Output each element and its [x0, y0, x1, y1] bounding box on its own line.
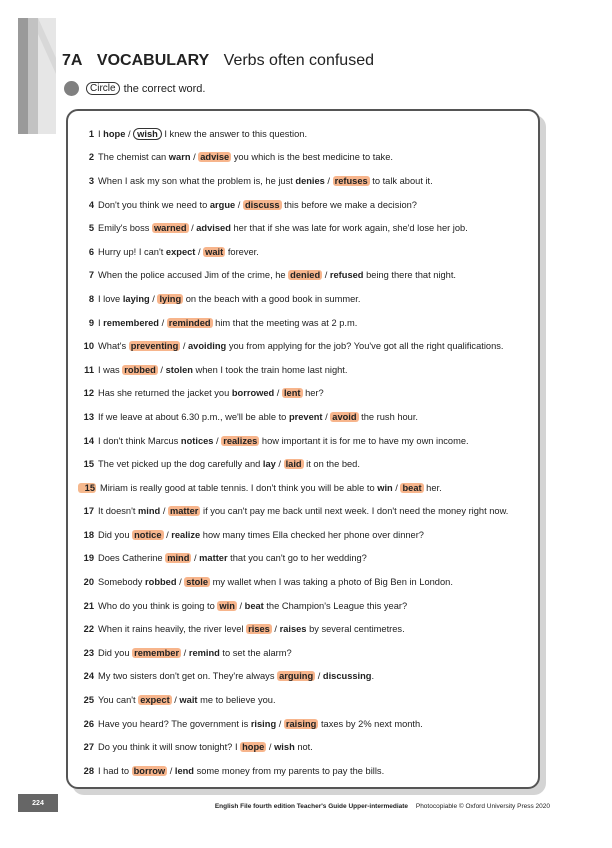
- item-number: 26: [83, 718, 94, 729]
- option-word: win: [377, 482, 393, 493]
- item-number: 11: [84, 364, 94, 375]
- option-word: realize: [171, 529, 201, 540]
- exercise-item: [78, 146, 534, 170]
- option-word: remind: [188, 647, 220, 658]
- footer-copyright: Photocopiable © Oxford University Press 2020: [415, 803, 550, 810]
- answer-highlight: matter: [170, 506, 199, 517]
- item-number: 19: [83, 553, 94, 564]
- answer-highlight: robbed: [124, 364, 156, 375]
- option-word: discussing: [322, 671, 372, 682]
- exercise-item: [78, 500, 534, 524]
- section-subtitle: Verbs often confused: [223, 52, 374, 69]
- item-number: 9: [88, 317, 94, 328]
- exercise-item: [78, 334, 534, 358]
- item-number: 8: [88, 293, 94, 304]
- item-number: 18: [83, 529, 94, 540]
- item-sentence: It doesn't mind / matter if you can't pay me back until next week. I don't need the money right now.: [98, 506, 509, 517]
- item-number: 12: [83, 388, 94, 399]
- answer-circled: wish: [133, 128, 162, 140]
- item-number: 17: [83, 506, 94, 517]
- answer-highlight: mind: [167, 553, 190, 564]
- item-sentence: What's preventing / avoiding you from applying for the job? You've got all the right qualifications.: [98, 341, 504, 352]
- option-word: lend: [174, 765, 194, 776]
- footer-book-title: English File fourth edition Teacher's Guide Upper-intermediate: [214, 803, 409, 810]
- item-sentence: When the police accused Jim of the crime, he denied / refused being there that night.: [98, 270, 457, 281]
- answer-highlight: reminded: [168, 317, 211, 328]
- item-number: 4: [88, 199, 94, 210]
- bullet-icon: [64, 81, 79, 96]
- item-number: 15: [83, 459, 94, 470]
- exercise-item: [78, 429, 534, 453]
- item-sentence: Have you heard? The government is rising / raising taxes by 2% next month.: [98, 718, 423, 729]
- answer-highlight: remember: [134, 647, 180, 658]
- exercise-item: [78, 665, 534, 689]
- item-number: 20: [83, 577, 94, 588]
- item-sentence: Do you think it will snow tonight? I hope / wish not.: [98, 742, 313, 753]
- option-word: expect: [165, 246, 196, 257]
- option-word: warn: [168, 152, 191, 163]
- item-sentence: My two sisters don't get on. They're always arguing / discussing.: [98, 671, 375, 682]
- item-number: 22: [83, 624, 94, 635]
- answer-highlight: expect: [140, 695, 170, 706]
- item-sentence: Has she returned the jacket you borrowed / lent her?: [98, 388, 324, 399]
- option-word: denies: [295, 175, 325, 186]
- option-word: laying: [122, 293, 150, 304]
- answer-highlight: borrow: [133, 765, 166, 776]
- item-sentence: You can't expect / wait me to believe you.: [98, 695, 276, 706]
- answer-highlight: win: [219, 600, 235, 611]
- option-word: notices: [180, 435, 214, 446]
- option-word: rising: [250, 718, 277, 729]
- instruction-circled-word: Circle: [86, 82, 120, 95]
- exercise-item: [78, 169, 534, 193]
- answer-highlight: avoid: [332, 411, 357, 422]
- item-sentence: I had to borrow / lend some money from my parents to pay the bills.: [98, 765, 385, 776]
- exercise-item: [78, 547, 534, 571]
- item-sentence: When I ask my son what the problem is, he just denies / refuses to talk about it.: [98, 175, 433, 186]
- answer-highlight: preventing: [130, 341, 179, 352]
- exercise-item: [78, 570, 534, 594]
- page-number: 224: [18, 794, 58, 812]
- exercise-item: [78, 735, 534, 759]
- option-word: refused: [329, 270, 364, 281]
- option-word: lay: [262, 459, 276, 470]
- exercise-item: [78, 712, 534, 736]
- answer-highlight: lying: [159, 293, 182, 304]
- item-number: 5: [88, 223, 94, 234]
- item-sentence: Did you notice / realize how many times Ella checked her phone over dinner?: [98, 529, 424, 540]
- answer-highlight: notice: [134, 529, 162, 540]
- answer-highlight: raising: [285, 718, 317, 729]
- exercise-item: [78, 523, 534, 547]
- item-number: 10: [83, 341, 94, 352]
- exercise-item: [78, 287, 534, 311]
- answer-highlight: denied: [290, 270, 321, 281]
- item-number: 21: [83, 600, 94, 611]
- exercise-item: [78, 193, 534, 217]
- option-word: argue: [209, 199, 236, 210]
- exercise-list: [78, 122, 534, 783]
- option-word: raises: [279, 624, 307, 635]
- option-word: avoiding: [188, 341, 227, 352]
- exercise-item: [78, 594, 534, 618]
- item-number: 25: [83, 695, 94, 706]
- item-sentence: I remembered / reminded him that the meeting was at 2 p.m.: [98, 317, 358, 328]
- answer-highlight: discuss: [244, 199, 280, 210]
- item-number: 6: [88, 246, 94, 257]
- exercise-item: [78, 617, 534, 641]
- exercise-item: [78, 122, 534, 146]
- exercise-item: [78, 405, 534, 429]
- item-number: 7: [88, 270, 94, 281]
- answer-highlight: rises: [248, 624, 270, 635]
- decorative-stripes: [18, 18, 56, 134]
- item-number: 3: [88, 175, 94, 186]
- item-sentence: Don't you think we need to argue / discuss this before we make a decision?: [98, 199, 417, 210]
- answer-highlight: hope: [242, 742, 265, 753]
- answer-highlight: lent: [283, 388, 301, 399]
- item-sentence: If we leave at about 6.30 p.m., we'll be able to prevent / avoid the rush hour.: [98, 411, 419, 422]
- item-number: 2: [88, 152, 94, 163]
- answer-highlight: laid: [285, 459, 302, 470]
- item-sentence: Who do you think is going to win / beat the Champion's League this year?: [98, 600, 408, 611]
- exercise-item: [78, 382, 534, 406]
- exercise-item: [78, 641, 534, 665]
- answer-highlight: arguing: [279, 671, 314, 682]
- answer-highlight: advise: [200, 152, 230, 163]
- option-word: matter: [199, 553, 228, 564]
- item-sentence: Did you remember / remind to set the alarm?: [98, 647, 292, 658]
- item-number: 27: [83, 742, 94, 753]
- item-sentence: Does Catherine mind / matter that you can't go to her wedding?: [98, 553, 367, 564]
- section-code: 7A: [62, 52, 83, 69]
- option-word: wait: [179, 695, 198, 706]
- item-sentence: When it rains heavily, the river level rises / raises by several centimetres.: [98, 624, 405, 635]
- item-sentence: Hurry up! I can't expect / wait forever.: [98, 246, 259, 257]
- item-sentence: The vet picked up the dog carefully and lay / laid it on the bed.: [98, 459, 360, 470]
- option-word: wish: [274, 742, 295, 753]
- exercise-item: [78, 688, 534, 712]
- option-word: borrowed: [231, 388, 275, 399]
- option-word: mind: [138, 506, 161, 517]
- option-word: remembered: [103, 317, 159, 328]
- option-word: stolen: [165, 364, 193, 375]
- item-number: 14: [83, 435, 94, 446]
- item-sentence: I love laying / lying on the beach with a good book in summer.: [98, 293, 361, 304]
- option-word: hope: [103, 128, 126, 139]
- instruction-text: the correct word.: [123, 82, 206, 95]
- option-word: robbed: [145, 577, 177, 588]
- item-number: 13: [83, 411, 94, 422]
- option-word: advised: [196, 223, 231, 234]
- answer-highlight: warned: [153, 223, 187, 234]
- answer-highlight: realizes: [223, 435, 258, 446]
- item-number: 15: [78, 483, 96, 493]
- answer-highlight: refuses: [334, 175, 368, 186]
- exercise-item: [78, 264, 534, 288]
- option-word: prevent: [288, 411, 323, 422]
- section-name: VOCABULARY: [96, 52, 210, 69]
- item-sentence: The chemist can warn / advise you which is the best medicine to take.: [98, 152, 393, 163]
- item-number: 24: [83, 671, 94, 682]
- item-sentence: Somebody robbed / stole my wallet when I was taking a photo of Big Ben in London.: [98, 577, 453, 588]
- item-number: 23: [83, 647, 94, 658]
- exercise-item: [78, 216, 534, 240]
- exercise-item: [78, 240, 534, 264]
- exercise-item: [78, 759, 534, 783]
- exercise-item: [78, 476, 534, 500]
- item-sentence: I was robbed / stolen when I took the train home last night.: [98, 364, 348, 375]
- exercise-item: [78, 452, 534, 476]
- item-sentence: I don't think Marcus notices / realizes how important it is for me to have my own income.: [98, 435, 469, 446]
- item-sentence: I hope / wish I knew the answer to this question.: [98, 128, 308, 139]
- answer-highlight: wait: [205, 246, 224, 257]
- answer-highlight: beat: [402, 482, 422, 493]
- instruction: [64, 81, 205, 96]
- item-sentence: Emily's boss warned / advised her that if she was late for work again, she'd lose her job.: [98, 223, 468, 234]
- exercise-item: [78, 311, 534, 335]
- footer: [215, 803, 550, 810]
- option-word: beat: [244, 600, 264, 611]
- item-number: 28: [83, 765, 94, 776]
- answer-highlight: stole: [186, 577, 208, 588]
- item-number: 1: [88, 128, 94, 139]
- exercise-item: [78, 358, 534, 382]
- page-title: [62, 52, 374, 70]
- item-sentence: Miriam is really good at table tennis. I don't think you will be able to win / beat her.: [100, 482, 442, 493]
